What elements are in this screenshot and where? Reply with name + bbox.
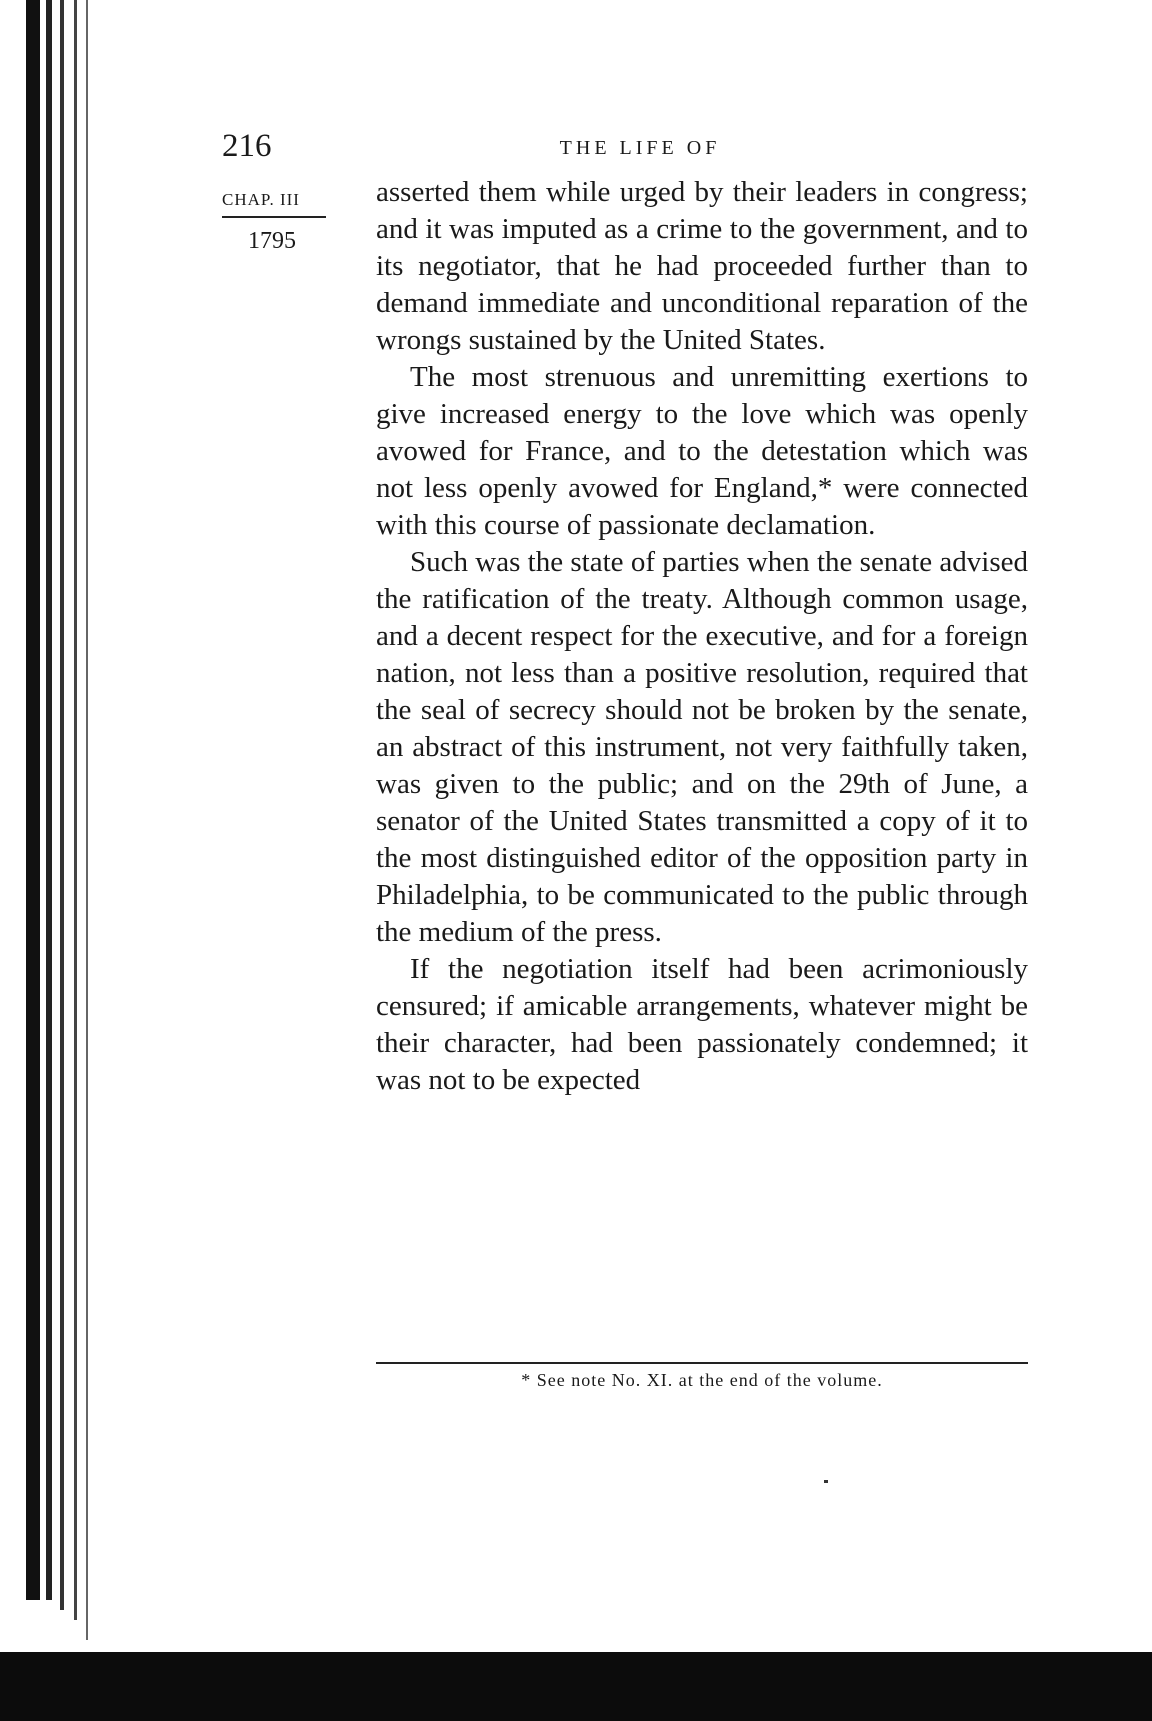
running-head: THE LIFE OF	[559, 137, 721, 159]
binding-edge-shadow	[26, 0, 40, 1600]
footnote: * See note No. XI. at the end of the volume.	[521, 1370, 883, 1390]
margin-rule	[222, 216, 326, 218]
paragraph: Such was the state of parties when the senate advised the ratification of the treaty. Although common usage, and a decent respect for the executive, and for a foreign nation, not less than a positive resolution, required that the seal of secrecy should not be broken by the senate, an abstract of this instrument, not very faithfully taken, was given to the public; and on the 29th of June, a senator of the United States transmitted a copy of it to the most distinguished editor of the opposition party in Philadelphia, to be communicated to the public through the medium of the press.	[376, 546, 1028, 948]
paragraph: If the negotiation itself had been acrimoniously censured; if amicable arrangements, whatever might be their character, had been passionately condemned; it was not to be expected	[376, 953, 1028, 1096]
binding-edge-shadow	[74, 0, 77, 1620]
binding-edge	[0, 0, 100, 1721]
binding-edge-shadow	[86, 0, 88, 1640]
paragraph: asserted them while urged by their leaders in congress; and it was imputed as a crime to the government, and to its negotiator, that he had proceeded further than to demand immediate and unconditional reparation of the wrongs sustained by the United States.	[376, 176, 1028, 356]
binding-edge-shadow	[46, 0, 52, 1600]
chapter-label: CHAP. III	[222, 190, 300, 209]
paragraph: The most strenuous and unremitting exertions to give increased energy to the love which was openly avowed for France, and to the detestation which was not less openly avowed for England,* were connected with this course of passionate declamation.	[376, 361, 1028, 541]
footnote-rule	[376, 1362, 1028, 1364]
binding-edge-shadow	[60, 0, 64, 1610]
year-label: 1795	[248, 228, 296, 254]
stray-mark	[824, 1480, 828, 1483]
scan-bottom-edge	[0, 1652, 1152, 1721]
page-number: 216	[222, 128, 272, 164]
margin-note	[222, 190, 330, 255]
body-text	[376, 174, 1028, 1099]
